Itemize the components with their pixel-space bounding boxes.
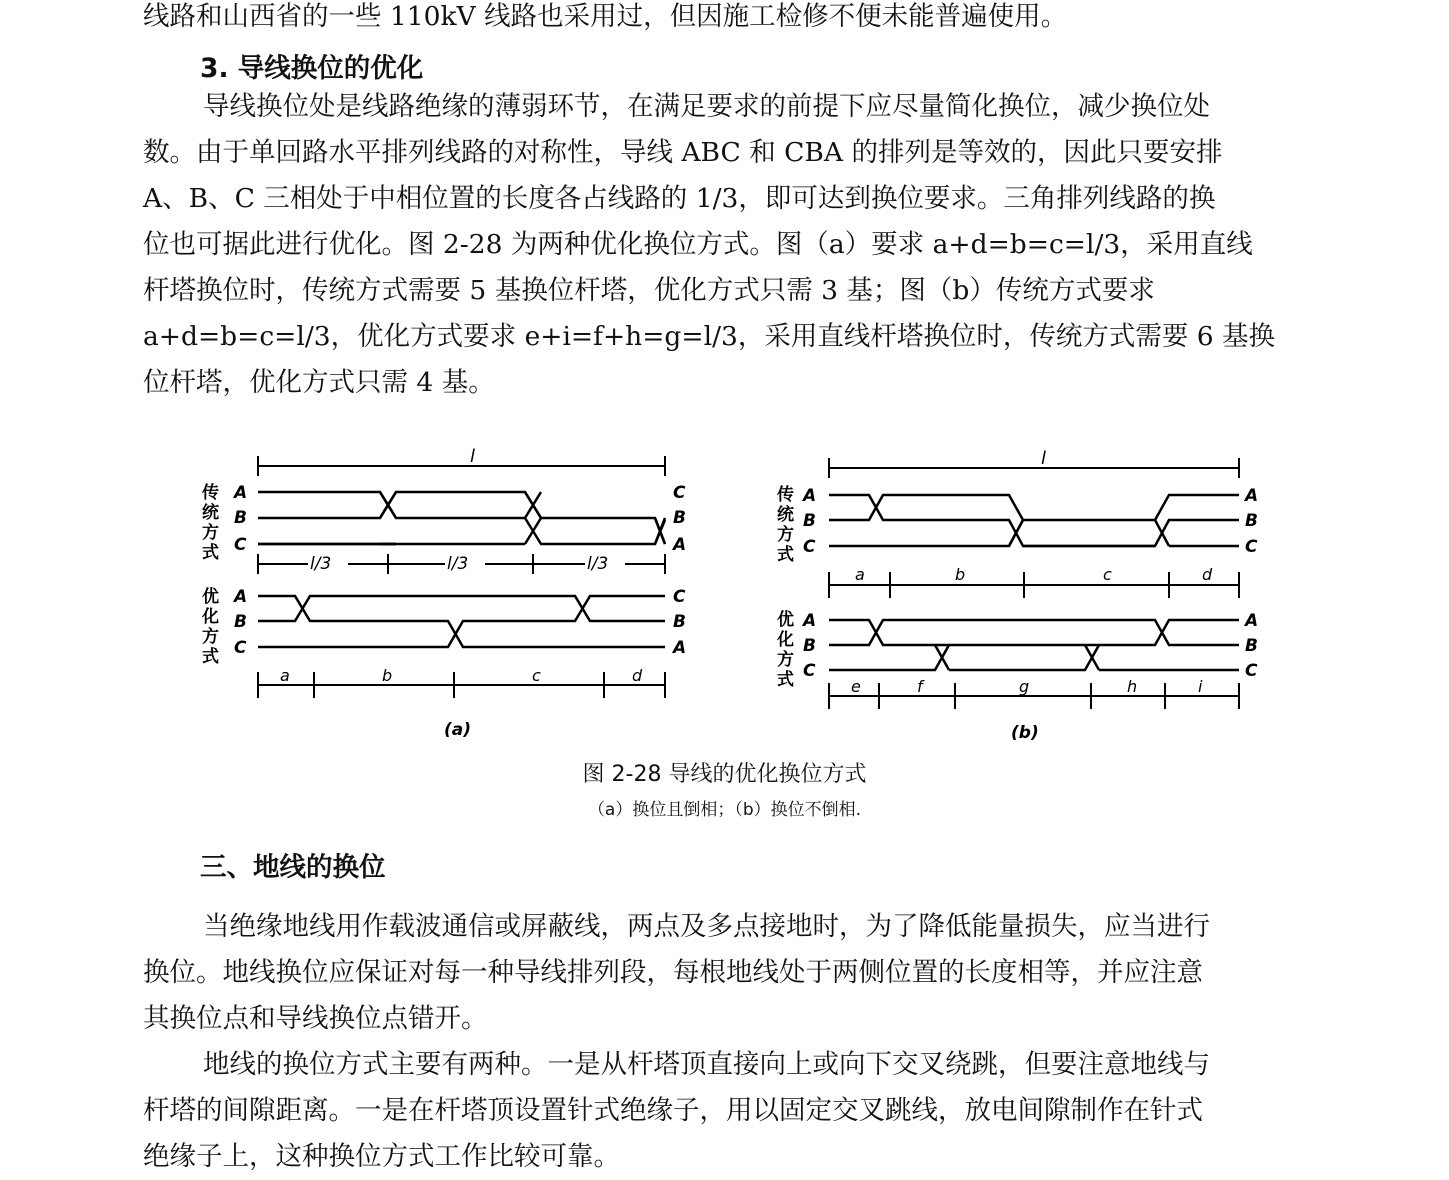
b-label-optimized-2: 化	[777, 630, 794, 650]
phase-right-3: A	[673, 535, 687, 555]
text-line: 绝缘子上，这种换位方式工作比较可靠。	[143, 1141, 620, 1172]
third-1: l/3	[310, 554, 332, 574]
paragraph-ground-wire	[143, 904, 1309, 1042]
section-heading: 三、地线的换位	[200, 852, 386, 883]
seg-a: a	[280, 666, 290, 685]
figure-a	[201, 446, 686, 740]
text-line: 地线的换位方式主要有两种。一是从杆塔顶直接向上或向下交叉绕跳，但要注意地线与	[203, 1049, 1210, 1080]
b-seg-g: g	[1019, 677, 1030, 696]
b-seg-d: d	[1202, 565, 1213, 584]
b-phase-C-left: C	[803, 537, 816, 557]
span-label-a: l	[470, 446, 476, 467]
seg-d: d	[632, 666, 643, 685]
b-phase-right-2: B	[1245, 511, 1258, 531]
text-line: 导线换位处是线路绝缘的薄弱环节，在满足要求的前提下应尽量简化换位，减少换位处	[203, 91, 1210, 122]
b-label-optimized-4: 式	[777, 670, 794, 690]
phase-right-1: C	[673, 483, 686, 503]
figure-b	[776, 448, 1258, 740]
figure-caption: 图 2-28 导线的优化换位方式	[582, 762, 867, 787]
label-traditional-4: 式	[202, 543, 219, 563]
b-opt-phase-C-left: C	[803, 661, 816, 681]
third-2: l/3	[447, 554, 469, 574]
text-line: 数。由于单回路水平排列线路的对称性，导线 ABC 和 CBA 的排列是等效的，因此只要安排	[143, 137, 1223, 168]
b-phase-right-1: A	[1245, 486, 1259, 506]
opt-phase-B-left: B	[234, 612, 247, 632]
b-seg-b: b	[955, 565, 966, 584]
b-label-optimized-3: 方	[777, 650, 794, 670]
label-optimized-1: 优	[202, 587, 219, 607]
b-seg-h: h	[1127, 677, 1138, 696]
text-line: 杆塔换位时，传统方式需要 5 基换位杆塔，优化方式只需 3 基；图（b）传统方式要求	[143, 275, 1155, 306]
b-opt-phase-A-left: A	[803, 611, 817, 631]
label-traditional-2: 统	[202, 503, 219, 523]
paragraph-ground-wire-methods	[143, 1042, 1309, 1180]
text-line: A、B、C 三相处于中相位置的长度各占线路的 1/3，即可达到换位要求。三角排列线路的换	[143, 183, 1216, 214]
opt-phase-right-3: A	[673, 638, 687, 658]
tag-b: (b)	[1011, 723, 1039, 740]
b-label-traditional-1: 传	[777, 485, 794, 505]
text-line: 位也可据此进行优化。图 2-28 为两种优化换位方式。图（a）要求 a+d=b=c=l/3，采用直线	[143, 229, 1253, 260]
opt-phase-right-2: B	[673, 612, 686, 632]
text-line: 杆塔的间隙距离。一是在杆塔顶设置针式绝缘子，用以固定交叉跳线，放电间隙制作在针式	[143, 1095, 1203, 1126]
text-line: 当绝缘地线用作载波通信或屏蔽线，两点及多点接地时，为了降低能量损失，应当进行	[203, 911, 1210, 942]
b-seg-c: c	[1103, 565, 1112, 584]
paragraph-continuation	[143, 0, 1309, 40]
b-label-traditional-2: 统	[777, 505, 794, 525]
seg-c: c	[532, 666, 541, 685]
b-label-optimized-1: 优	[777, 610, 794, 630]
text-line: 换位。地线换位应保证对每一种导线排列段，每根地线处于两侧位置的长度相等，并应注意	[143, 957, 1203, 988]
phase-B-left: B	[234, 508, 247, 528]
label-traditional-3: 方	[202, 523, 219, 543]
phase-C-left: C	[234, 535, 247, 555]
b-seg-f: f	[917, 677, 923, 696]
opt-phase-C-left: C	[234, 638, 247, 658]
b-label-traditional-4: 式	[777, 545, 794, 565]
transposition-figure	[190, 440, 1290, 740]
b-seg-e: e	[851, 677, 861, 696]
text-line: 其换位点和导线换位点错开。	[143, 1003, 488, 1034]
opt-phase-right-1: C	[673, 587, 686, 607]
b-seg-a: a	[855, 565, 865, 584]
span-label-b: l	[1041, 448, 1047, 469]
phase-right-2: B	[673, 508, 686, 528]
label-optimized-2: 化	[202, 607, 219, 627]
phase-A-left: A	[234, 483, 248, 503]
b-opt-phase-B-left: B	[803, 636, 816, 656]
b-phase-right-3: C	[1245, 537, 1258, 557]
b-opt-phase-right-1: A	[1245, 611, 1259, 631]
subheading-3: 3. 导线换位的优化	[200, 53, 424, 84]
b-seg-i: i	[1198, 677, 1203, 696]
b-opt-phase-right-3: C	[1245, 661, 1258, 681]
text-line: 位杆塔，优化方式只需 4 基。	[143, 367, 495, 398]
b-label-traditional-3: 方	[777, 525, 794, 545]
seg-b: b	[382, 666, 393, 685]
text-line: a+d=b=c=l/3，优化方式要求 e+i=f+h=g=l/3，采用直线杆塔换位时，传统方式需要 6 基换	[143, 321, 1276, 352]
label-optimized-3: 方	[202, 627, 219, 647]
tag-a: (a)	[444, 720, 472, 740]
b-opt-phase-right-2: B	[1245, 636, 1258, 656]
paragraph-optimization	[143, 84, 1309, 406]
b-phase-A-left: A	[803, 486, 817, 506]
opt-phase-A-left: A	[234, 587, 248, 607]
b-phase-B-left: B	[803, 511, 816, 531]
third-3: l/3	[587, 554, 609, 574]
label-optimized-4: 式	[202, 647, 219, 667]
figure-subcaption: （a）换位且倒相；（b）换位不倒相.	[587, 800, 862, 820]
text-line: 线路和山西省的一些 110kV 线路也采用过，但因施工检修不便未能普遍使用。	[143, 1, 1068, 32]
label-traditional-1: 传	[202, 483, 219, 503]
